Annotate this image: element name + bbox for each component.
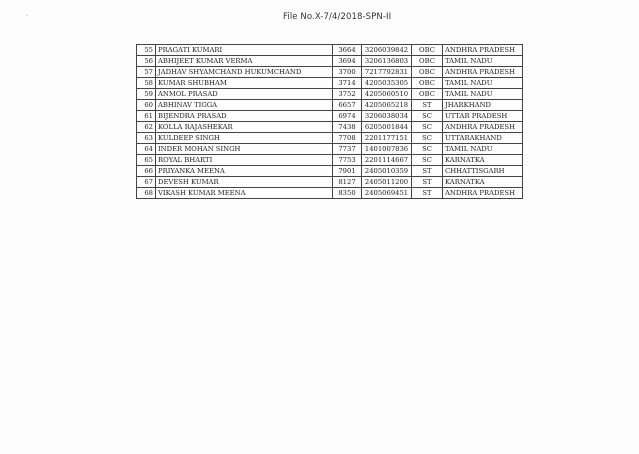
serial-number-cell: 61 bbox=[137, 111, 156, 122]
roll-number-cell: 4205060510 bbox=[362, 89, 412, 100]
candidate-name-cell: VIKASH KUMAR MEENA bbox=[156, 188, 333, 199]
candidate-name-cell: KULDEEP SINGH bbox=[156, 133, 333, 144]
candidate-name-cell: ABHINAV TIGGA bbox=[156, 100, 333, 111]
file-number-header: File No.X-7/4/2018-SPN-II bbox=[283, 12, 392, 22]
serial-number-cell: 64 bbox=[137, 144, 156, 155]
rank-cell: 6657 bbox=[333, 100, 362, 111]
candidate-name-cell: ROYAL BHARTI bbox=[156, 155, 333, 166]
table-row bbox=[137, 56, 523, 67]
rank-cell: 6974 bbox=[333, 111, 362, 122]
category-cell: OBC bbox=[412, 78, 443, 89]
candidate-name-cell: BIJENDRA PRASAD bbox=[156, 111, 333, 122]
roll-number-cell: 7217792831 bbox=[362, 67, 412, 78]
candidate-name-cell: PRAGATI KUMARI bbox=[156, 45, 333, 56]
table-row bbox=[137, 155, 523, 166]
category-cell: SC bbox=[412, 144, 443, 155]
table-row bbox=[137, 188, 523, 199]
table-row bbox=[137, 166, 523, 177]
serial-number-cell: 60 bbox=[137, 100, 156, 111]
rank-cell: 8127 bbox=[333, 177, 362, 188]
candidate-name-cell: KOLLA RAJASHEKAR bbox=[156, 122, 333, 133]
category-cell: OBC bbox=[412, 89, 443, 100]
table-row bbox=[137, 111, 523, 122]
rank-cell: 3700 bbox=[333, 67, 362, 78]
state-cell: ANDHRA PRADESH bbox=[443, 188, 523, 199]
serial-number-cell: 65 bbox=[137, 155, 156, 166]
serial-number-cell: 58 bbox=[137, 78, 156, 89]
candidate-name-cell: ABHIJEET KUMAR VERMA bbox=[156, 56, 333, 67]
table-row bbox=[137, 45, 523, 56]
table-row bbox=[137, 78, 523, 89]
rank-cell: 8350 bbox=[333, 188, 362, 199]
rank-cell: 7737 bbox=[333, 144, 362, 155]
rank-cell: 3694 bbox=[333, 56, 362, 67]
candidate-table bbox=[136, 44, 523, 199]
table-row bbox=[137, 133, 523, 144]
state-cell: ANDHRA PRADESH bbox=[443, 67, 523, 78]
category-cell: SC bbox=[412, 133, 443, 144]
table-row bbox=[137, 89, 523, 100]
category-cell: SC bbox=[412, 122, 443, 133]
state-cell: KARNATKA bbox=[443, 155, 523, 166]
candidate-name-cell: JADHAV SHYAMCHAND HUKUMCHAND bbox=[156, 67, 333, 78]
roll-number-cell: 2405010359 bbox=[362, 166, 412, 177]
roll-number-cell: 2201114667 bbox=[362, 155, 412, 166]
category-cell: ST bbox=[412, 177, 443, 188]
category-cell: OBC bbox=[412, 56, 443, 67]
candidate-name-cell: KUMAR SHUBHAM bbox=[156, 78, 333, 89]
rank-cell: 3714 bbox=[333, 78, 362, 89]
serial-number-cell: 62 bbox=[137, 122, 156, 133]
roll-number-cell: 3206038034 bbox=[362, 111, 412, 122]
roll-number-cell: 1401007836 bbox=[362, 144, 412, 155]
state-cell: UTTARAKHAND bbox=[443, 133, 523, 144]
roll-number-cell: 4205035305 bbox=[362, 78, 412, 89]
serial-number-cell: 59 bbox=[137, 89, 156, 100]
candidate-name-cell: PRIYANKA MEENA bbox=[156, 166, 333, 177]
category-cell: OBC bbox=[412, 67, 443, 78]
serial-number-cell: 55 bbox=[137, 45, 156, 56]
serial-number-cell: 63 bbox=[137, 133, 156, 144]
state-cell: CHHATTISGARH bbox=[443, 166, 523, 177]
roll-number-cell: 2405011200 bbox=[362, 177, 412, 188]
serial-number-cell: 57 bbox=[137, 67, 156, 78]
candidate-name-cell: INDER MOHAN SINGH bbox=[156, 144, 333, 155]
rank-cell: 3664 bbox=[333, 45, 362, 56]
category-cell: SC bbox=[412, 155, 443, 166]
state-cell: TAMIL NADU bbox=[443, 78, 523, 89]
state-cell: TAMIL NADU bbox=[443, 89, 523, 100]
table-row bbox=[137, 67, 523, 78]
category-cell: ST bbox=[412, 188, 443, 199]
category-cell: ST bbox=[412, 100, 443, 111]
corner-mark: ’ bbox=[26, 14, 28, 21]
roll-number-cell: 3206136803 bbox=[362, 56, 412, 67]
rank-cell: 7708 bbox=[333, 133, 362, 144]
category-cell: ST bbox=[412, 166, 443, 177]
serial-number-cell: 67 bbox=[137, 177, 156, 188]
state-cell: JHARKHAND bbox=[443, 100, 523, 111]
table-row bbox=[137, 144, 523, 155]
state-cell: TAMIL NADU bbox=[443, 56, 523, 67]
category-cell: OBC bbox=[412, 45, 443, 56]
roll-number-cell: 6205001844 bbox=[362, 122, 412, 133]
roll-number-cell: 4205065218 bbox=[362, 100, 412, 111]
candidate-name-cell: DEVESH KUMAR bbox=[156, 177, 333, 188]
candidate-name-cell: ANMOL PRASAD bbox=[156, 89, 333, 100]
table-row bbox=[137, 100, 523, 111]
state-cell: ANDHRA PRADESH bbox=[443, 45, 523, 56]
roll-number-cell: 2405069451 bbox=[362, 188, 412, 199]
rank-cell: 7753 bbox=[333, 155, 362, 166]
state-cell: KARNATKA bbox=[443, 177, 523, 188]
roll-number-cell: 3206039842 bbox=[362, 45, 412, 56]
category-cell: SC bbox=[412, 111, 443, 122]
table-row bbox=[137, 177, 523, 188]
rank-cell: 7901 bbox=[333, 166, 362, 177]
rank-cell: 7438 bbox=[333, 122, 362, 133]
serial-number-cell: 68 bbox=[137, 188, 156, 199]
state-cell: TAMIL NADU bbox=[443, 144, 523, 155]
candidate-table-body bbox=[137, 45, 523, 199]
rank-cell: 3752 bbox=[333, 89, 362, 100]
serial-number-cell: 56 bbox=[137, 56, 156, 67]
state-cell: ANDHRA PRADESH bbox=[443, 122, 523, 133]
serial-number-cell: 66 bbox=[137, 166, 156, 177]
roll-number-cell: 2201177151 bbox=[362, 133, 412, 144]
table-row bbox=[137, 122, 523, 133]
state-cell: UTTAR PRADESH bbox=[443, 111, 523, 122]
